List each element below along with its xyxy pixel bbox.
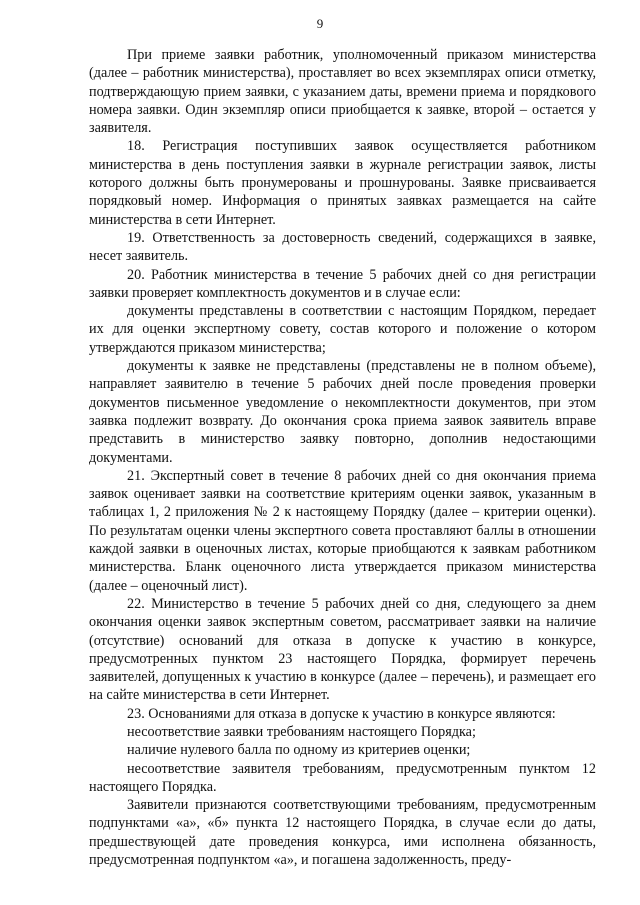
paragraph-compliance: Заявители признаются соответствующими требованиям, предусмотренным подпунктами «а», «б» пункта 12 настоящего Порядка, в случае если до даты, предшествующей дате проведения конкурса, ими исполнена обязанность, предусмотренная подпунктом «а», и погашена задолженность, преду- (89, 797, 596, 869)
paragraph-23: 23. Основаниями для отказа в допуске к участию в конкурсе являются: (127, 705, 556, 722)
paragraph-23-reason-1: несоответствие заявки требованиям настоящего Порядка; (127, 723, 476, 740)
paragraph-23-reason-2: наличие нулевого балла по одному из критериев оценки; (127, 742, 471, 759)
paragraph-20-case-complete: документы представлены в соответствии с настоящим Порядком, передает их для оценки экспертному совету, состав которого и положение о котором утверждаются приказом министерства; (89, 303, 596, 356)
page-number: 9 (316, 16, 324, 31)
paragraph-21: 21. Экспертный совет в течение 8 рабочих дней со дня окончания приема заявок оценивает заявки на соответствие критериям оценки заявок, указанным в таблицах 1, 2 приложения № 2 к настоящему Порядку (далее – критерии оценки). По результатам оценки члены экспертного совета проставляют баллы в отношении каждой заявки в оценочных листах, которые приобщаются к заявкам работником министерства. Бланк оценочного листа утверждается приказом министерства (далее – оценочный лист). (89, 467, 596, 594)
document-body (89, 46, 596, 869)
paragraph-20-case-incomplete: документы к заявке не представлены (представлены не в полном объеме), направляет заявителю в течение 5 рабочих дней после проведения проверки документов письменное уведомление о некомплектности документов, при этом заявка подлежит возврату. До окончания срока приема заявок заявитель вправе представить в министерство заявку повторно, дополнив недостающими документами. (89, 358, 596, 466)
paragraph-20: 20. Работник министерства в течение 5 рабочих дней со дня регистрации заявки проверяет комплектность документов и в случае если: (89, 266, 596, 301)
paragraph-intake: При приеме заявки работник, уполномоченный приказом министерства (далее – работник министерства), проставляет во всех экземплярах описи отметку, подтверждающую прием заявки, с указанием даты, времени приема и порядкового номера заявки. Один экземпляр описи приобщается к заявке, второй – остается у заявителя. (89, 47, 596, 137)
paragraph-23-reason-3: несоответствие заявителя требованиям, предусмотренным пунктом 12 настоящего Порядка. (89, 760, 596, 795)
paragraph-19: 19. Ответственность за достоверность сведений, содержащихся в заявке, несет заявитель. (89, 229, 596, 265)
paragraph-22: 22. Министерство в течение 5 рабочих дней со дня, следующего за днем окончания оценки заявок экспертным советом, рассматривает заявки на наличие (отсутствие) оснований для отказа в допуске к участию в конкурсе, предусмотренных пунктом 23 настоящего Порядка, формирует перечень заявителей, допущенных к участию в конкурсе (далее – перечень), и размещает его на сайте министерства в сети Интернет. (89, 595, 596, 704)
paragraph-18: 18. Регистрация поступивших заявок осуществляется работником министерства в день поступления заявки в журнале регистрации заявок, листы которого должны быть пронумерованы и прошнурованы. Заявке присваивается порядковый номер. Информация о принятых заявках размещается на сайте министерства в сети Интернет. (89, 138, 596, 228)
